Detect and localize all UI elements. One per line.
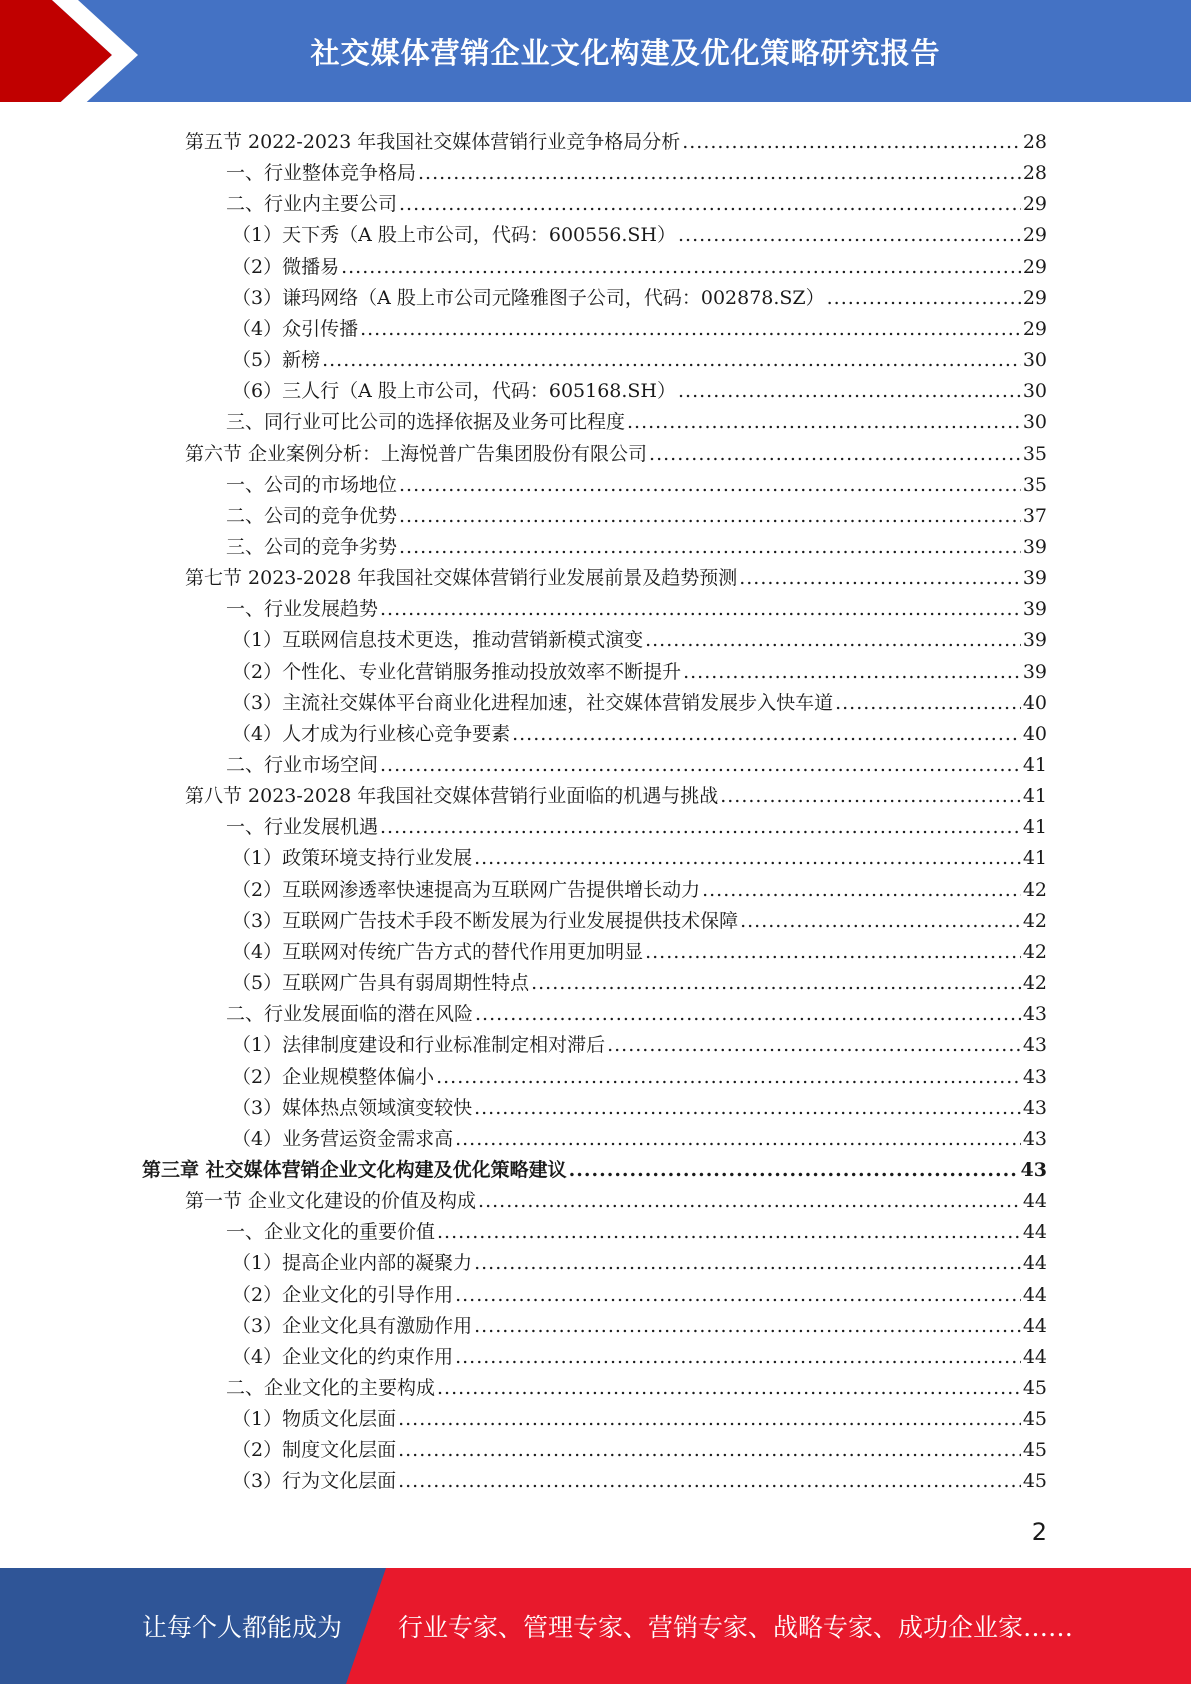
toc-entry[interactable] <box>232 1342 1047 1373</box>
toc-dot-leader <box>399 189 1021 220</box>
toc-dot-leader <box>512 719 1021 750</box>
toc-entry[interactable] <box>232 1311 1047 1342</box>
toc-dot-leader <box>720 781 1021 812</box>
toc-entry[interactable] <box>226 999 1047 1030</box>
toc-dot-leader <box>649 439 1021 470</box>
toc-entry-label: （1）法律制度建设和行业标准制定相对滞后 <box>232 1034 606 1057</box>
toc-entry-page: 35 <box>1022 473 1047 496</box>
toc-dot-leader <box>474 1093 1021 1124</box>
toc-entry-page: 29 <box>1022 224 1047 247</box>
toc-dot-leader <box>398 1466 1021 1497</box>
toc-entry-label: （1）互联网信息技术更迭，推动营销新模式演变 <box>232 629 644 652</box>
toc-entry-page: 41 <box>1022 847 1047 870</box>
toc-entry-label: （6）三人行（A 股上市公司，代码：605168.SH） <box>232 380 677 403</box>
toc-entry[interactable] <box>232 1466 1047 1497</box>
toc-entry-page: 43 <box>1022 1096 1047 1119</box>
toc-entry-page: 44 <box>1022 1283 1047 1306</box>
toc-dot-leader <box>380 594 1021 625</box>
toc-entry-label: 二、公司的竞争优势 <box>226 504 398 527</box>
toc-dot-leader <box>645 625 1021 656</box>
toc-entry-label: 二、行业内主要公司 <box>226 193 398 216</box>
toc-entry-page: 45 <box>1022 1470 1047 1493</box>
toc-entry-label: 三、公司的竞争劣势 <box>226 535 398 558</box>
toc-entry-label: （2）互联网渗透率快速提高为互联网广告提供增长动力 <box>232 878 701 901</box>
toc-entry[interactable] <box>226 812 1047 843</box>
toc-dot-leader <box>455 1342 1021 1373</box>
toc-entry[interactable] <box>185 127 1047 158</box>
toc-entry-label: （3）谦玛网络（A 股上市公司元隆雅图子公司，代码：002878.SZ） <box>232 286 825 309</box>
toc-dot-leader <box>702 875 1021 906</box>
toc-entry-label: （2）微播易 <box>232 255 340 278</box>
toc-entry[interactable] <box>232 688 1047 719</box>
toc-dot-leader <box>436 1062 1021 1093</box>
toc-entry-page: 44 <box>1022 1314 1047 1337</box>
toc-dot-leader <box>645 937 1021 968</box>
toc-entry-page: 43 <box>1020 1158 1047 1181</box>
toc-entry-page: 30 <box>1022 411 1047 434</box>
toc-entry[interactable] <box>232 220 1047 251</box>
toc-entry-label: （2）企业规模整体偏小 <box>232 1065 435 1088</box>
toc-entry-label: （4）企业文化的约束作用 <box>232 1345 454 1368</box>
toc-dot-leader <box>399 501 1021 532</box>
toc-entry-page: 44 <box>1022 1345 1047 1368</box>
toc-entry-label: （1）提高企业内部的凝聚力 <box>232 1252 473 1275</box>
toc-entry-page: 45 <box>1022 1377 1047 1399</box>
footer-banner <box>0 1568 1191 1684</box>
toc-entry[interactable] <box>232 968 1047 999</box>
toc-entry-label: （1）物质文化层面 <box>232 1408 397 1431</box>
toc-entry-page: 42 <box>1022 878 1047 901</box>
toc-entry[interactable] <box>232 657 1047 688</box>
toc-dot-leader <box>678 376 1021 407</box>
toc-entry-page: 43 <box>1022 1034 1047 1057</box>
toc-dot-leader <box>827 283 1021 314</box>
toc-dot-leader <box>418 158 1021 189</box>
toc-dot-leader <box>739 563 1021 594</box>
toc-entry[interactable] <box>226 532 1047 563</box>
toc-entry-page: 43 <box>1022 1003 1047 1026</box>
toc-entry-page: 39 <box>1022 598 1047 621</box>
toc-dot-leader <box>475 999 1021 1030</box>
toc-entry[interactable] <box>226 594 1047 625</box>
toc-entry-label: 一、企业文化的重要价值 <box>226 1221 436 1244</box>
toc-entry-page: 44 <box>1022 1190 1047 1213</box>
toc-entry-label: 第五节 2022-2023 年我国社交媒体营销行业竞争格局分析 <box>185 131 681 153</box>
toc-dot-leader <box>360 314 1021 345</box>
toc-entry-page: 44 <box>1022 1221 1047 1244</box>
toc-entry-label: 二、行业市场空间 <box>226 754 379 776</box>
toc-dot-leader <box>380 812 1021 843</box>
toc-entry[interactable] <box>226 189 1047 220</box>
toc-entry-label: （3）媒体热点领域演变较快 <box>232 1096 473 1119</box>
toc-entry[interactable] <box>226 1373 1047 1404</box>
toc-entry[interactable] <box>232 843 1047 874</box>
toc-entry-label: 第八节 2023-2028 年我国社交媒体营销行业面临的机遇与挑战 <box>185 785 719 808</box>
toc-entry-label: 一、行业发展趋势 <box>226 598 379 621</box>
toc-entry[interactable] <box>232 1280 1047 1311</box>
toc-dot-leader <box>627 407 1021 438</box>
toc-entry[interactable] <box>185 1186 1047 1217</box>
footer-slogan-right: 行业专家、管理专家、营销专家、战略专家、成功企业家…… <box>398 1613 1074 1642</box>
toc-entry-page: 39 <box>1022 535 1047 558</box>
toc-dot-leader <box>455 1124 1021 1155</box>
toc-entry[interactable] <box>226 407 1047 438</box>
toc-entry-page: 28 <box>1022 131 1047 153</box>
toc-entry-page: 42 <box>1022 940 1047 963</box>
toc-entry[interactable] <box>226 158 1047 189</box>
toc-entry-label: （2）个性化、专业化营销服务推动投放效率不断提升 <box>232 660 682 683</box>
toc-entry[interactable] <box>232 1435 1047 1466</box>
toc-entry[interactable] <box>232 625 1047 656</box>
toc-entry-label: （4）人才成为行业核心竞争要素 <box>232 722 511 745</box>
toc-entry-label: （3）企业文化具有激励作用 <box>232 1314 473 1337</box>
toc-entry-page: 39 <box>1022 629 1047 652</box>
toc-dot-leader <box>398 1404 1021 1435</box>
toc-dot-leader <box>437 1217 1021 1248</box>
toc-entry-page: 39 <box>1022 567 1047 590</box>
toc-entry[interactable] <box>232 1404 1047 1435</box>
toc-entry-label: 第一节 企业文化建设的价值及构成 <box>185 1190 477 1213</box>
toc-entry[interactable] <box>232 875 1047 906</box>
toc-entry-page: 30 <box>1022 380 1047 403</box>
toc-entry-page: 39 <box>1022 660 1047 683</box>
toc-entry-page: 43 <box>1022 1065 1047 1088</box>
toc-entry-label: 第六节 企业案例分析：上海悦普广告集团股份有限公司 <box>185 442 648 465</box>
toc-dot-leader <box>341 252 1021 283</box>
toc-entry-page: 41 <box>1022 754 1047 776</box>
toc-entry-page: 40 <box>1022 722 1047 745</box>
header-banner <box>0 0 1191 110</box>
toc-dot-leader <box>683 657 1021 688</box>
toc-entry[interactable] <box>232 345 1047 376</box>
toc-entry[interactable] <box>232 1093 1047 1124</box>
toc-dot-leader <box>399 470 1021 501</box>
toc-entry-page: 28 <box>1022 162 1047 185</box>
toc-entry[interactable] <box>232 906 1047 937</box>
toc-dot-leader <box>678 220 1021 251</box>
toc-entry-page: 29 <box>1022 193 1047 216</box>
toc-dot-leader <box>474 1311 1021 1342</box>
toc-entry-page: 41 <box>1022 816 1047 839</box>
toc-entry-page: 29 <box>1022 317 1047 340</box>
toc-entry-label: （2）企业文化的引导作用 <box>232 1283 454 1306</box>
toc-entry-label: 一、公司的市场地位 <box>226 473 398 496</box>
toc-dot-leader <box>399 532 1021 563</box>
toc-entry-page: 30 <box>1022 349 1047 372</box>
toc-entry-page: 40 <box>1022 691 1047 714</box>
toc-dot-leader <box>474 1248 1021 1279</box>
toc-entry-page: 37 <box>1022 504 1047 527</box>
toc-entry-label: （4）互联网对传统广告方式的替代作用更加明显 <box>232 940 644 963</box>
toc-entry-label: 二、企业文化的主要构成 <box>226 1377 436 1399</box>
toc-entry-page: 45 <box>1022 1439 1047 1462</box>
toc-entry-label: 第三章 社交媒体营销企业文化构建及优化策略建议 <box>142 1158 567 1181</box>
toc-entry[interactable] <box>232 1124 1047 1155</box>
toc-dot-leader <box>398 1435 1021 1466</box>
toc-entry[interactable] <box>226 1217 1047 1248</box>
toc-dot-leader <box>740 906 1021 937</box>
footer-slogan-left: 让每个人都能成为 <box>142 1613 343 1642</box>
toc-entry-page: 42 <box>1022 909 1047 932</box>
toc-entry-page: 42 <box>1022 972 1047 995</box>
report-title: 社交媒体营销企业文化构建及优化策略研究报告 <box>310 35 941 70</box>
toc-dot-leader <box>455 1280 1021 1311</box>
toc-entry[interactable] <box>232 1030 1047 1061</box>
toc-dot-leader <box>380 750 1021 781</box>
toc-entry-label: （1）天下秀（A 股上市公司，代码：600556.SH） <box>232 224 677 247</box>
page-number: 2 <box>1031 1518 1047 1546</box>
toc-entry-label: 一、行业整体竞争格局 <box>226 162 417 185</box>
toc-entry-label: 三、同行业可比公司的选择依据及业务可比程度 <box>226 411 626 434</box>
toc-entry-label: 二、行业发展面临的潜在风险 <box>226 1003 474 1026</box>
toc-dot-leader <box>835 688 1021 719</box>
toc-entry[interactable] <box>232 252 1047 283</box>
toc-dot-leader <box>531 968 1021 999</box>
toc-entry-label: （1）政策环境支持行业发展 <box>232 847 473 870</box>
toc-dot-leader <box>437 1373 1021 1404</box>
toc-dot-leader <box>478 1186 1021 1217</box>
toc-entry-page: 45 <box>1022 1408 1047 1431</box>
toc-entry-label: （3）主流社交媒体平台商业化进程加速，社交媒体营销发展步入快车道 <box>232 691 834 714</box>
toc-entry[interactable] <box>232 719 1047 750</box>
toc-entry[interactable] <box>232 1062 1047 1093</box>
toc-entry[interactable] <box>226 501 1047 532</box>
toc-entry-page: 29 <box>1022 286 1047 309</box>
toc-dot-leader <box>322 345 1021 376</box>
toc-dot-leader <box>607 1030 1021 1061</box>
toc-entry[interactable] <box>185 781 1047 812</box>
toc-entry[interactable] <box>232 1248 1047 1279</box>
toc-entry[interactable] <box>185 563 1047 594</box>
toc-entry-page: 43 <box>1022 1127 1047 1150</box>
toc-entry[interactable] <box>226 470 1047 501</box>
toc-entry[interactable] <box>232 314 1047 345</box>
toc-entry-label: （2）制度文化层面 <box>232 1439 397 1462</box>
toc-entry[interactable] <box>232 937 1047 968</box>
toc-entry-label: （5）互联网广告具有弱周期性特点 <box>232 972 530 995</box>
toc-entry-label: （5）新榜 <box>232 349 321 372</box>
toc-entry-label: （3）行为文化层面 <box>232 1470 397 1493</box>
toc-entry-label: 第七节 2023-2028 年我国社交媒体营销行业发展前景及趋势预测 <box>185 567 738 590</box>
toc-dot-leader <box>569 1155 1019 1186</box>
toc-entry-page: 44 <box>1022 1252 1047 1275</box>
toc-entry-label: （4）业务营运资金需求高 <box>232 1127 454 1150</box>
toc-entry-page: 29 <box>1022 255 1047 278</box>
toc-entry-label: 一、行业发展机遇 <box>226 816 379 839</box>
toc-dot-leader <box>682 127 1021 158</box>
toc-entry-page: 35 <box>1022 442 1047 465</box>
toc-entry-label: （4）众引传播 <box>232 317 359 340</box>
toc-entry[interactable] <box>142 1155 1047 1186</box>
toc-entry[interactable] <box>232 376 1047 407</box>
toc-entry-label: （3）互联网广告技术手段不断发展为行业发展提供技术保障 <box>232 909 739 932</box>
toc-entry-page: 41 <box>1022 785 1047 808</box>
toc-entry[interactable] <box>226 750 1047 781</box>
toc-dot-leader <box>474 843 1021 874</box>
toc-entry[interactable] <box>232 283 1047 314</box>
toc-entry[interactable] <box>185 439 1047 470</box>
